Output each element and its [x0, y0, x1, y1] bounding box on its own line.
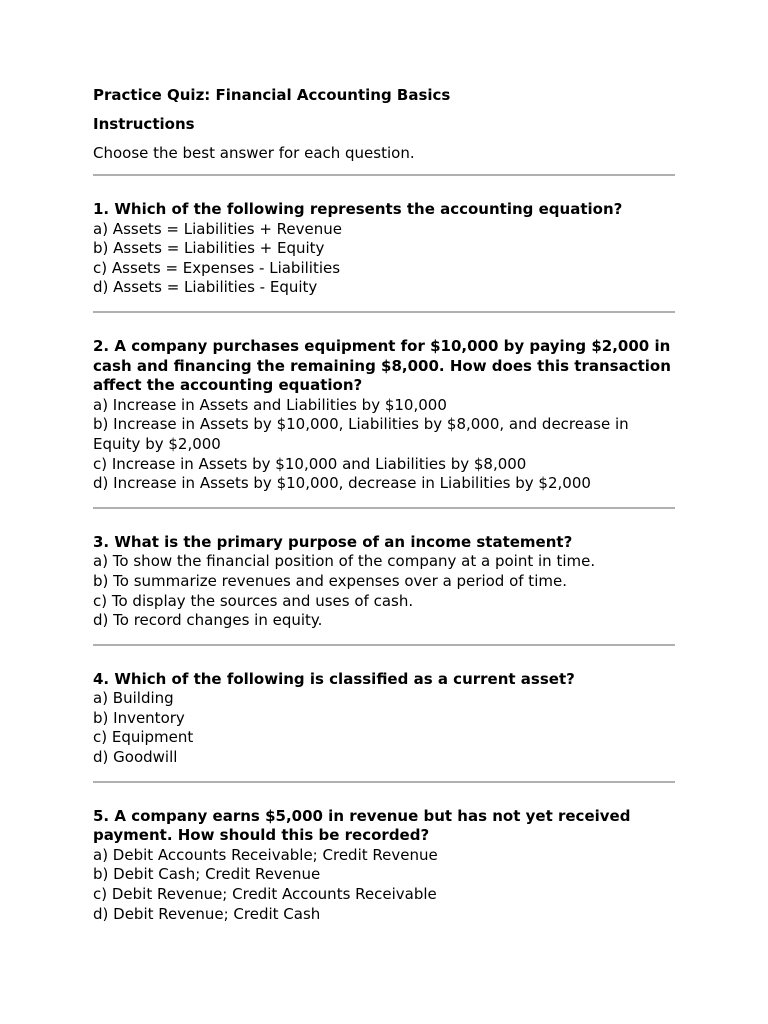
answer-option-a: a) Building: [93, 689, 174, 708]
answer-option-d: d) Debit Revenue; Credit Cash: [93, 904, 321, 923]
answer-option-a: a) Increase in Assets and Liabilities by $10,000: [93, 395, 447, 414]
question-text: 3. What is the primary purpose of an income statement?: [93, 532, 573, 551]
answer-option-a: a) Assets = Liabilities + Revenue: [93, 219, 342, 238]
answer-option-b: b) Increase in Assets by $10,000, Liabilities by $8,000, and decrease in Equity by $2,000: [93, 415, 629, 453]
question-1: [93, 176, 675, 311]
question-3: [93, 509, 675, 644]
answer-option-a: a) Debit Accounts Receivable; Credit Revenue: [93, 845, 438, 864]
answer-option-d: d) Goodwill: [93, 748, 178, 767]
answer-option-c: c) To display the sources and uses of cash.: [93, 591, 414, 610]
question-text: 1. Which of the following represents the accounting equation?: [93, 200, 623, 218]
page-title: Practice Quiz: Financial Accounting Basics: [93, 86, 451, 104]
answer-options: [93, 846, 675, 924]
answer-options: [93, 220, 675, 298]
question-text: 4. Which of the following is classified as a current asset?: [93, 669, 575, 688]
answer-option-b: b) Inventory: [93, 708, 185, 727]
question-4: [93, 646, 675, 781]
answer-option-d: d) To record changes in equity.: [93, 611, 323, 630]
answer-options: [93, 689, 675, 767]
question-text: 2. A company purchases equipment for $10,000 by paying $2,000 in cash and financing the remaining $8,000. How does this transaction affect the accounting equation?: [93, 336, 671, 395]
question-5: [93, 783, 675, 938]
answer-option-d: d) Increase in Assets by $10,000, decrease in Liabilities by $2,000: [93, 474, 591, 493]
answer-option-d: d) Assets = Liabilities - Equity: [93, 278, 318, 297]
answer-option-c: c) Equipment: [93, 728, 194, 747]
answer-option-c: c) Increase in Assets by $10,000 and Liabilities by $8,000: [93, 454, 527, 473]
answer-options: [93, 396, 675, 494]
question-2: [93, 313, 675, 507]
instructions-text: Choose the best answer for each question.: [93, 144, 415, 162]
answer-option-c: c) Debit Revenue; Credit Accounts Receivable: [93, 885, 437, 904]
answer-option-b: b) Debit Cash; Credit Revenue: [93, 865, 321, 884]
answer-options: [93, 552, 675, 630]
answer-option-b: b) To summarize revenues and expenses over a period of time.: [93, 571, 567, 590]
answer-option-b: b) Assets = Liabilities + Equity: [93, 239, 325, 258]
quiz-document: [93, 84, 675, 937]
answer-option-c: c) Assets = Expenses - Liabilities: [93, 258, 341, 277]
instructions-heading: Instructions: [93, 115, 195, 133]
answer-option-a: a) To show the financial position of the company at a point in time.: [93, 552, 596, 571]
question-text: 5. A company earns $5,000 in revenue but has not yet received payment. How should this be recorded?: [93, 806, 631, 845]
